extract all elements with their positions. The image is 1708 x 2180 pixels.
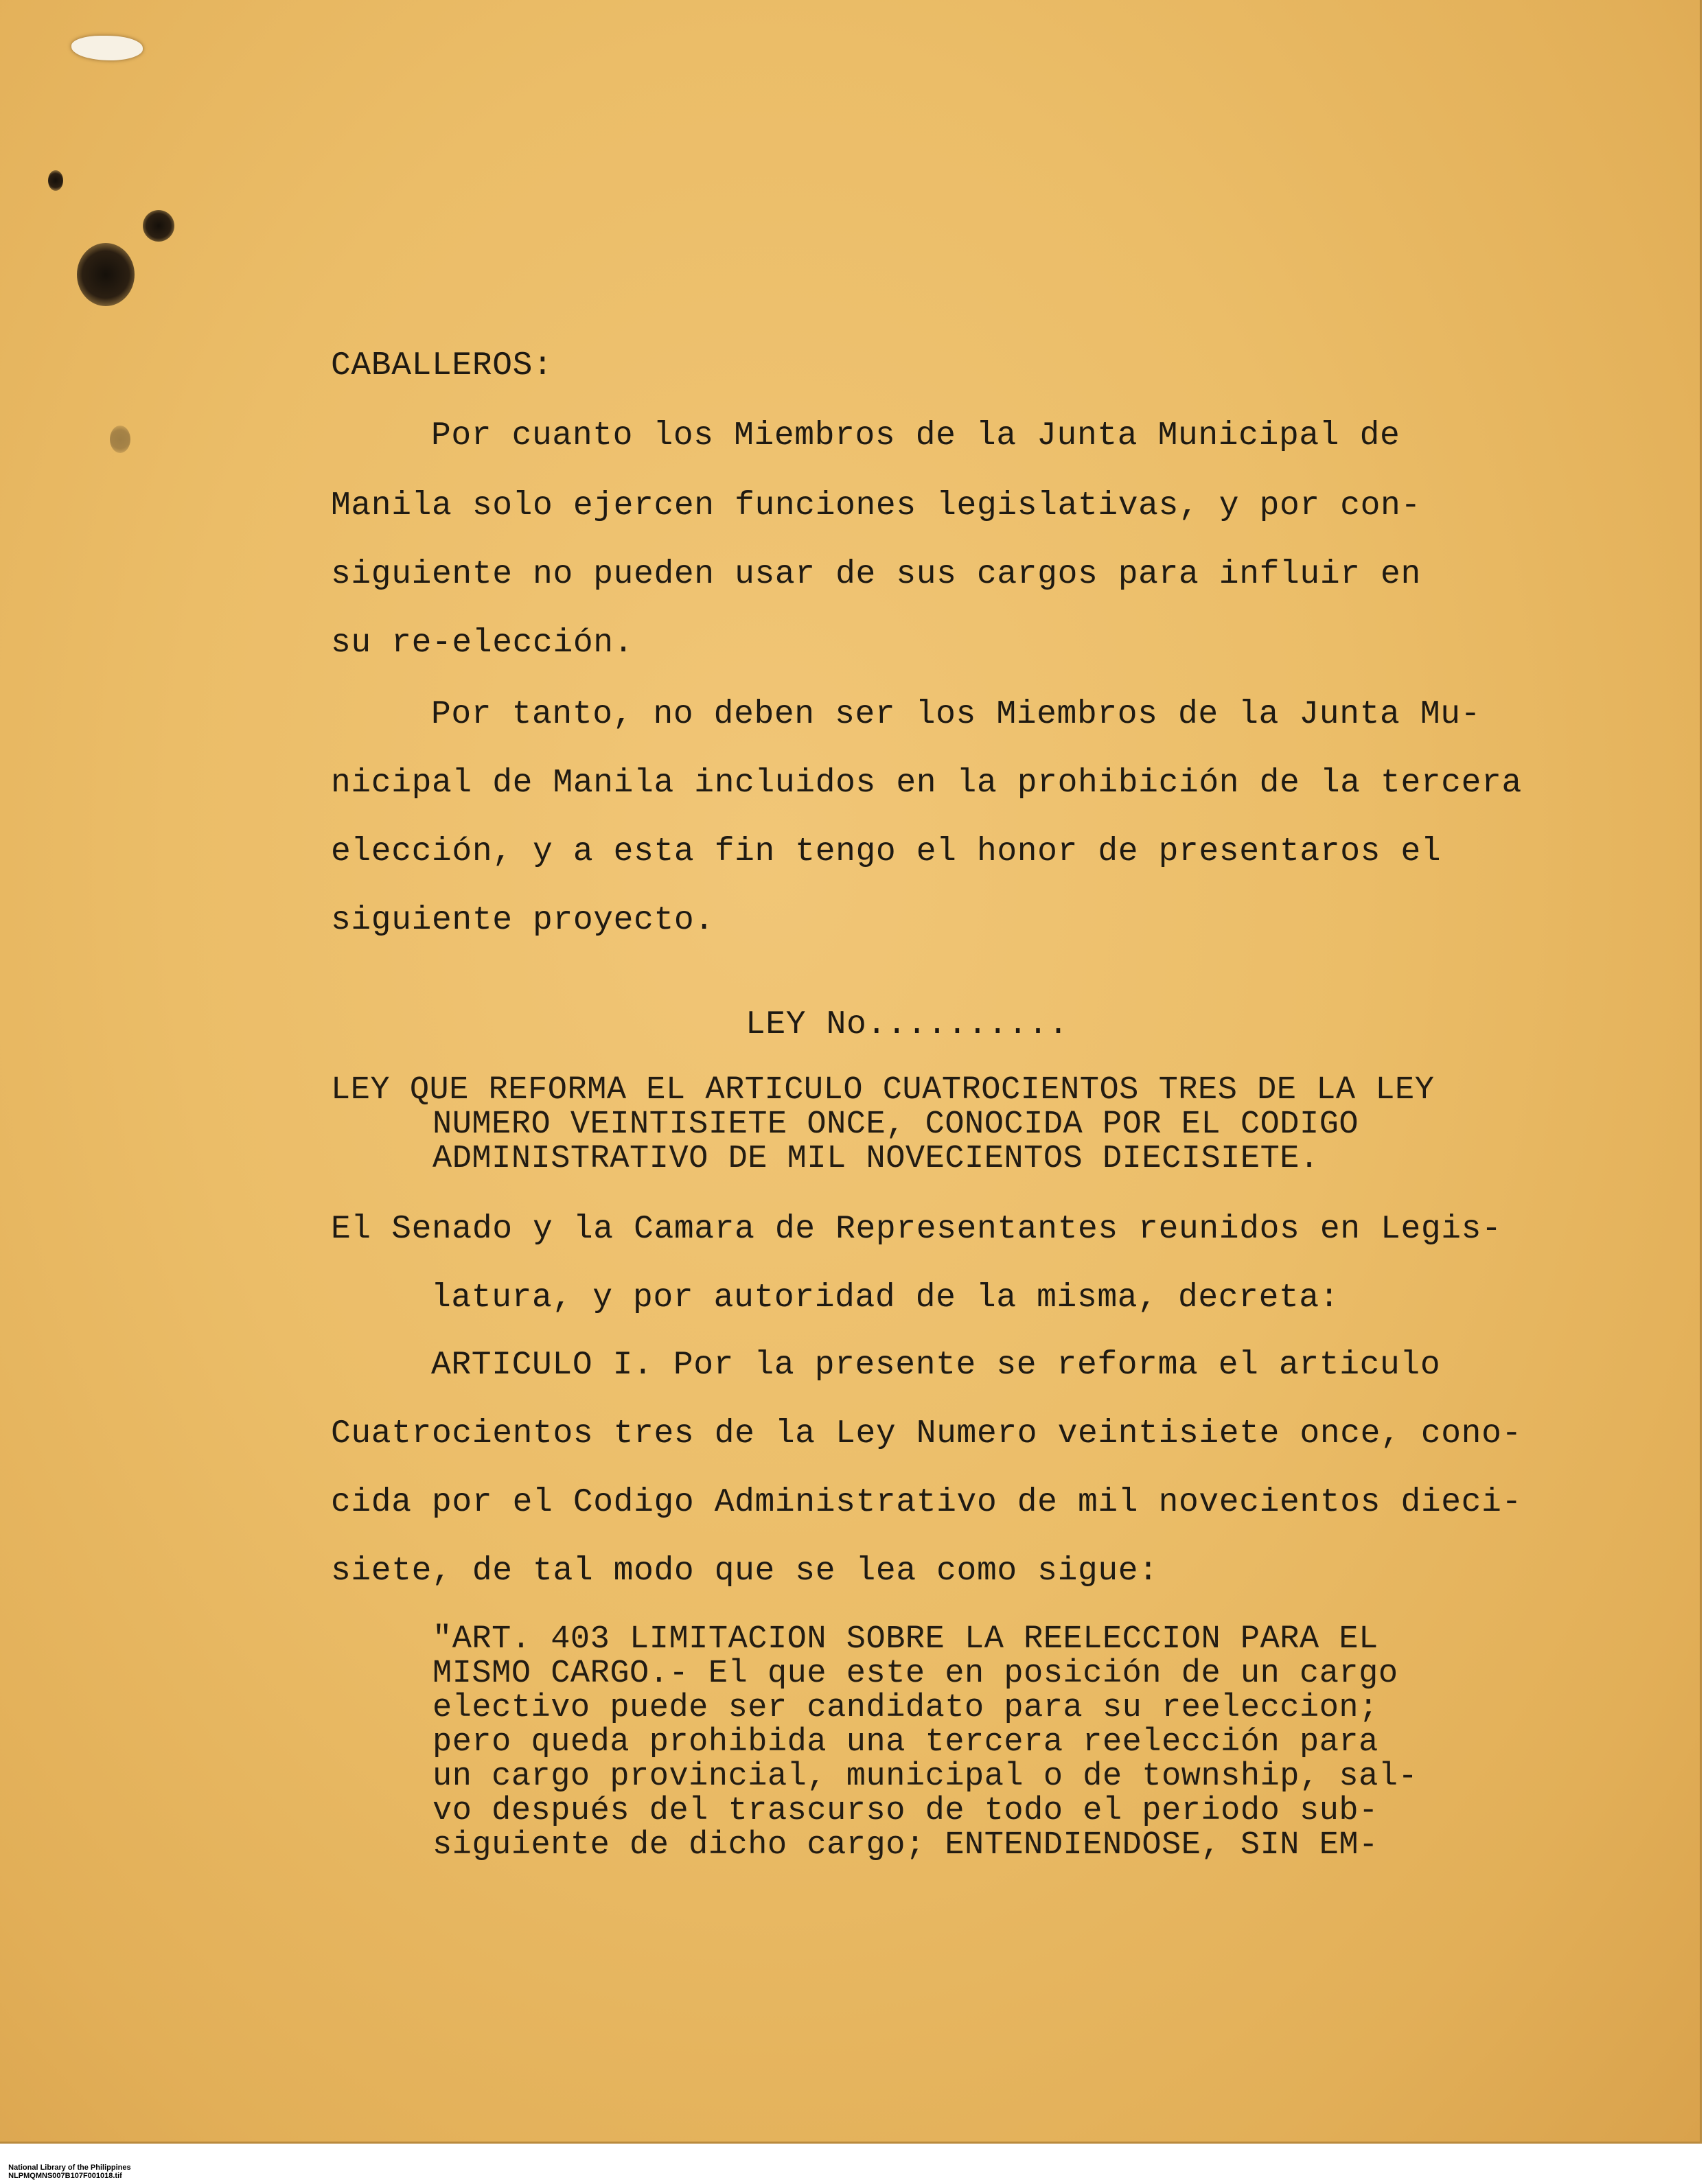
footer-file-id: NLPMQMNS007B107F001018.tif <box>8 2172 122 2180</box>
article-1-line: cida por el Codigo Administrativo de mil novecientos dieci- <box>331 1484 1522 1521</box>
quoted-article-line: siguiente de dicho cargo; ENTENDIENDOSE, SIN EM- <box>432 1827 1378 1864</box>
law-title-line: LEY QUE REFORMA EL ARTICULO CUATROCIENTOS TRES DE LA LEY <box>331 1072 1435 1109</box>
paragraph-2-line: siguiente proyecto. <box>331 902 715 939</box>
quoted-article-line: un cargo provincial, municipal o de township, sal- <box>432 1759 1418 1795</box>
article-1-line: Cuatrocientos tres de la Ley Numero veintisiete once, cono- <box>331 1415 1522 1452</box>
article-1-line: siete, de tal modo que se lea como sigue: <box>331 1553 1159 1590</box>
ink-blot-mark <box>77 243 135 306</box>
enacting-clause-line: El Senado y la Camara de Representantes reunidos en Legis- <box>331 1211 1502 1248</box>
article-1-line: ARTICULO I. Por la presente se reforma el articulo <box>431 1347 1441 1384</box>
footer-library-name: National Library of the Philippines <box>8 2164 131 2172</box>
ink-blot-mark <box>110 426 130 453</box>
quoted-article-line: MISMO CARGO.- El que este en posición de un cargo <box>432 1656 1398 1692</box>
paragraph-1-line: Por cuanto los Miembros de la Junta Municipal de <box>431 417 1400 454</box>
ink-blot-mark <box>143 210 174 242</box>
paragraph-1-line: siguiente no pueden usar de sus cargos para influir en <box>331 556 1421 593</box>
quoted-article-line: pero queda prohibida una tercera reelección para <box>432 1724 1378 1761</box>
scan-footer <box>4 2155 148 2180</box>
paragraph-1-line: su re-elección. <box>331 625 634 662</box>
salutation: CABALLEROS: <box>331 347 553 384</box>
paragraph-2-line: elección, y a esta fin tengo el honor de presentaros el <box>331 833 1442 870</box>
quoted-article-line: "ART. 403 LIMITACION SOBRE LA REELECCION PARA EL <box>432 1621 1378 1658</box>
quoted-article-line: electivo puede ser candidato para su reeleccion; <box>432 1690 1378 1726</box>
paragraph-1-line: Manila solo ejercen funciones legislativas, y por con- <box>331 487 1421 524</box>
law-title-line: ADMINISTRATIVO DE MIL NOVECIENTOS DIECISIETE. <box>432 1141 1319 1177</box>
law-title-line: NUMERO VEINTISIETE ONCE, CONOCIDA POR EL CODIGO <box>432 1106 1359 1143</box>
paragraph-2-line: Por tanto, no deben ser los Miembros de la Junta Mu- <box>431 696 1481 733</box>
quoted-article-line: vo después del trascurso de todo el periodo sub- <box>432 1793 1378 1829</box>
law-number-heading: LEY No.......... <box>746 1006 1069 1043</box>
enacting-clause-line: latura, y por autoridad de la misma, decreta: <box>431 1279 1340 1317</box>
paragraph-2-line: nicipal de Manila incluidos en la prohibición de la tercera <box>331 765 1522 802</box>
ink-blot-mark <box>48 170 63 191</box>
paper-tab-torn <box>71 36 143 60</box>
